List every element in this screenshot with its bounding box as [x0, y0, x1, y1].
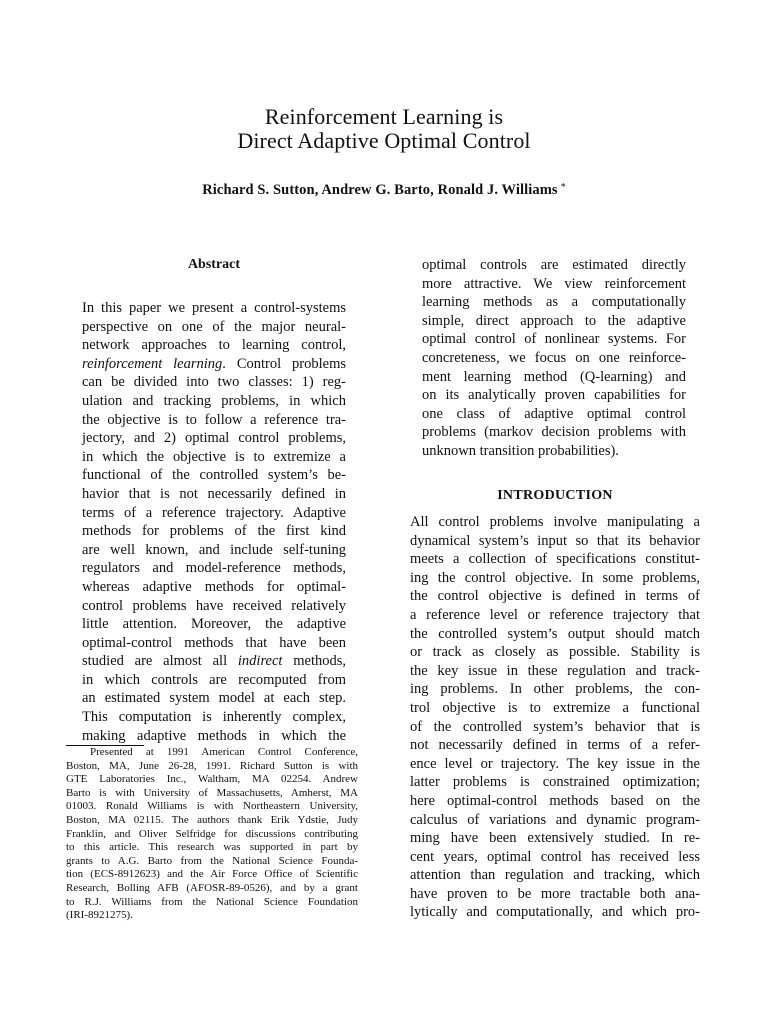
authors-text: Richard S. Sutton, Andrew G. Barto, Ronald J. Williams [202, 182, 558, 198]
abstract-line-tail: . Control problems [222, 355, 346, 372]
intro-line: lytically and computationally, and which pro- [410, 904, 700, 921]
footnote-line: Research, Bolling AFB (AFOSR-89-0526), and by a grant [66, 881, 358, 894]
introduction-heading: INTRODUCTION [497, 488, 613, 503]
footnote-line: Barto is with University of Massachusetts, Amherst, MA [66, 786, 358, 799]
footnote-line: Franklin, and Oliver Selfridge for discussions contributing [66, 827, 358, 840]
intro-line: meets a collection of specifications constitut- [410, 551, 700, 568]
paper-title-line-2: Direct Adaptive Optimal Control [237, 128, 531, 153]
abstract-line-tail: methods, [282, 653, 346, 670]
abstract-continued-line: more attractive. We view reinforcement [422, 275, 686, 292]
abstract-continued [422, 256, 686, 461]
abstract-continued-line: on its analytically proven capabilities for [422, 387, 686, 404]
abstract-line: jectory, and 2) optimal control problems, [82, 430, 346, 447]
footnote-line: (IRI-8921275). [66, 909, 133, 922]
abstract-line: making adaptive methods in which the [82, 727, 346, 744]
footnote-line: 01003. Ronald Williams is with Northeastern University, [66, 800, 358, 813]
abstract-line: ulation and tracking problems, in which [82, 392, 346, 409]
abstract-line: network approaches to learning control, [82, 337, 346, 354]
footnote-line: Presented at 1991 American Control Conference, [90, 746, 358, 758]
abstract-line: functional of the controlled system’s be- [82, 467, 346, 484]
abstract-line: little attention. Moreover, the adaptive [82, 616, 346, 633]
footnote [66, 746, 358, 923]
footnote-line: to R.J. Williams from the National Science Foundation [66, 895, 358, 908]
introduction-body [410, 513, 700, 922]
author-list [0, 181, 768, 201]
abstract-line: the objective is to follow a reference tra- [82, 411, 346, 428]
footnote-line: to this article. This research was supported in part by [66, 841, 358, 854]
abstract-continued-line: concreteness, we focus on one reinforce- [422, 349, 686, 366]
abstract-line: in which the objective is to extremize a [82, 448, 346, 465]
intro-line: All control problems involve manipulating a [410, 514, 700, 530]
intro-line: ming have been extensively studied. In re- [410, 830, 700, 847]
intro-line: cent years, optimal control has received less [410, 848, 700, 865]
intro-line: here optimal-control methods based on the [410, 792, 700, 809]
intro-line: trol objective is to extremize a functional [410, 699, 700, 716]
intro-line: latter problems is constrained optimization; [410, 774, 700, 791]
abstract-continued-line: problems (markov decision problems with [422, 424, 686, 441]
abstract-line: This computation is inherently complex, [82, 709, 346, 726]
abstract-line: In this paper we present a control-systems [82, 300, 346, 316]
abstract-continued-line: optimal control of nonlinear systems. For [422, 331, 686, 348]
intro-line: ing problems. In other problems, the con- [410, 681, 700, 698]
abstract-line: terms of a reference trajectory. Adaptive [82, 504, 346, 521]
abstract-line: control problems have received relatively [82, 597, 346, 614]
abstract-line: optimal-control methods that have been [82, 634, 346, 651]
abstract-continued-line: optimal controls are estimated directly [422, 257, 686, 273]
intro-line: the control objective is defined in terms of [410, 588, 700, 605]
abstract-line-head: studied are almost all [82, 653, 238, 670]
abstract-line: regulators and model-reference methods, [82, 560, 346, 577]
author-footnote-mark: * [560, 182, 566, 193]
intro-line: dynamical system’s input so that its behavior [410, 532, 700, 549]
abstract-line: can be divided into two classes: 1) reg- [82, 374, 346, 391]
intro-line: a reference level or reference trajectory that [410, 606, 700, 623]
footnote-line: Boston, MA, June 26-28, 1991. Richard Sutton is with [66, 759, 358, 772]
intro-line: of the controlled system’s behavior that is [410, 718, 700, 735]
abstract-continued-line: unknown transition probabilities). [422, 442, 619, 459]
paper-title-line-1: Reinforcement Learning is [264, 104, 504, 129]
abstract-emphasis-indirect: indirect [237, 653, 283, 670]
abstract-line: in which controls are recomputed from [82, 671, 346, 688]
footnote-line: grants to A.G. Barto from the National Science Founda- [66, 854, 358, 867]
intro-line: not necessarily defined in terms of a refer- [410, 737, 700, 754]
intro-line: ing the control objective. In some problems, [410, 569, 700, 586]
intro-line: calculus of variations and dynamic program- [410, 811, 700, 828]
abstract-body [82, 299, 346, 745]
abstract-heading: Abstract [187, 257, 241, 272]
intro-line: ence level or trajectory. The key issue in the [410, 755, 700, 772]
abstract-line: havior that is not necessarily defined in [82, 485, 346, 502]
footnote-line: Boston, MA 02115. The authors thank Erik Ydstie, Judy [66, 813, 358, 826]
intro-line: the key issue in these regulation and track- [410, 662, 700, 679]
footnote-line: GTE Laboratories Inc., Waltham, MA 02254. Andrew [66, 773, 358, 786]
abstract-continued-line: simple, direct approach to the adaptive [422, 312, 686, 329]
abstract-continued-line: ment learning method (Q-learning) and [422, 368, 686, 385]
abstract-line: methods for problems of the first kind [82, 523, 346, 540]
intro-line: the controlled system’s output should match [410, 625, 700, 642]
abstract-continued-line: one class of adaptive optimal control [422, 405, 686, 422]
abstract-line [82, 355, 346, 374]
intro-line: have proven to be more tractable both ana- [410, 885, 700, 902]
intro-line: or track as closely as possible. Stability is [410, 644, 700, 661]
abstract-line: are well known, and include self-tuning [82, 541, 346, 558]
abstract-line: whereas adaptive methods for optimal- [82, 578, 346, 595]
intro-line: attention than regulation and tracking, which [410, 867, 700, 884]
abstract-line: an estimated system model at each step. [82, 690, 346, 707]
abstract-emphasis-reinforcement-learning: reinforcement learning [82, 355, 223, 372]
abstract-line: perspective on one of the major neural- [82, 318, 346, 335]
abstract-continued-line: learning methods as a computationally [422, 294, 686, 311]
footnote-line: tion (ECS-8912623) and the Air Force Office of Scientific [66, 868, 358, 881]
abstract-line [82, 652, 346, 671]
